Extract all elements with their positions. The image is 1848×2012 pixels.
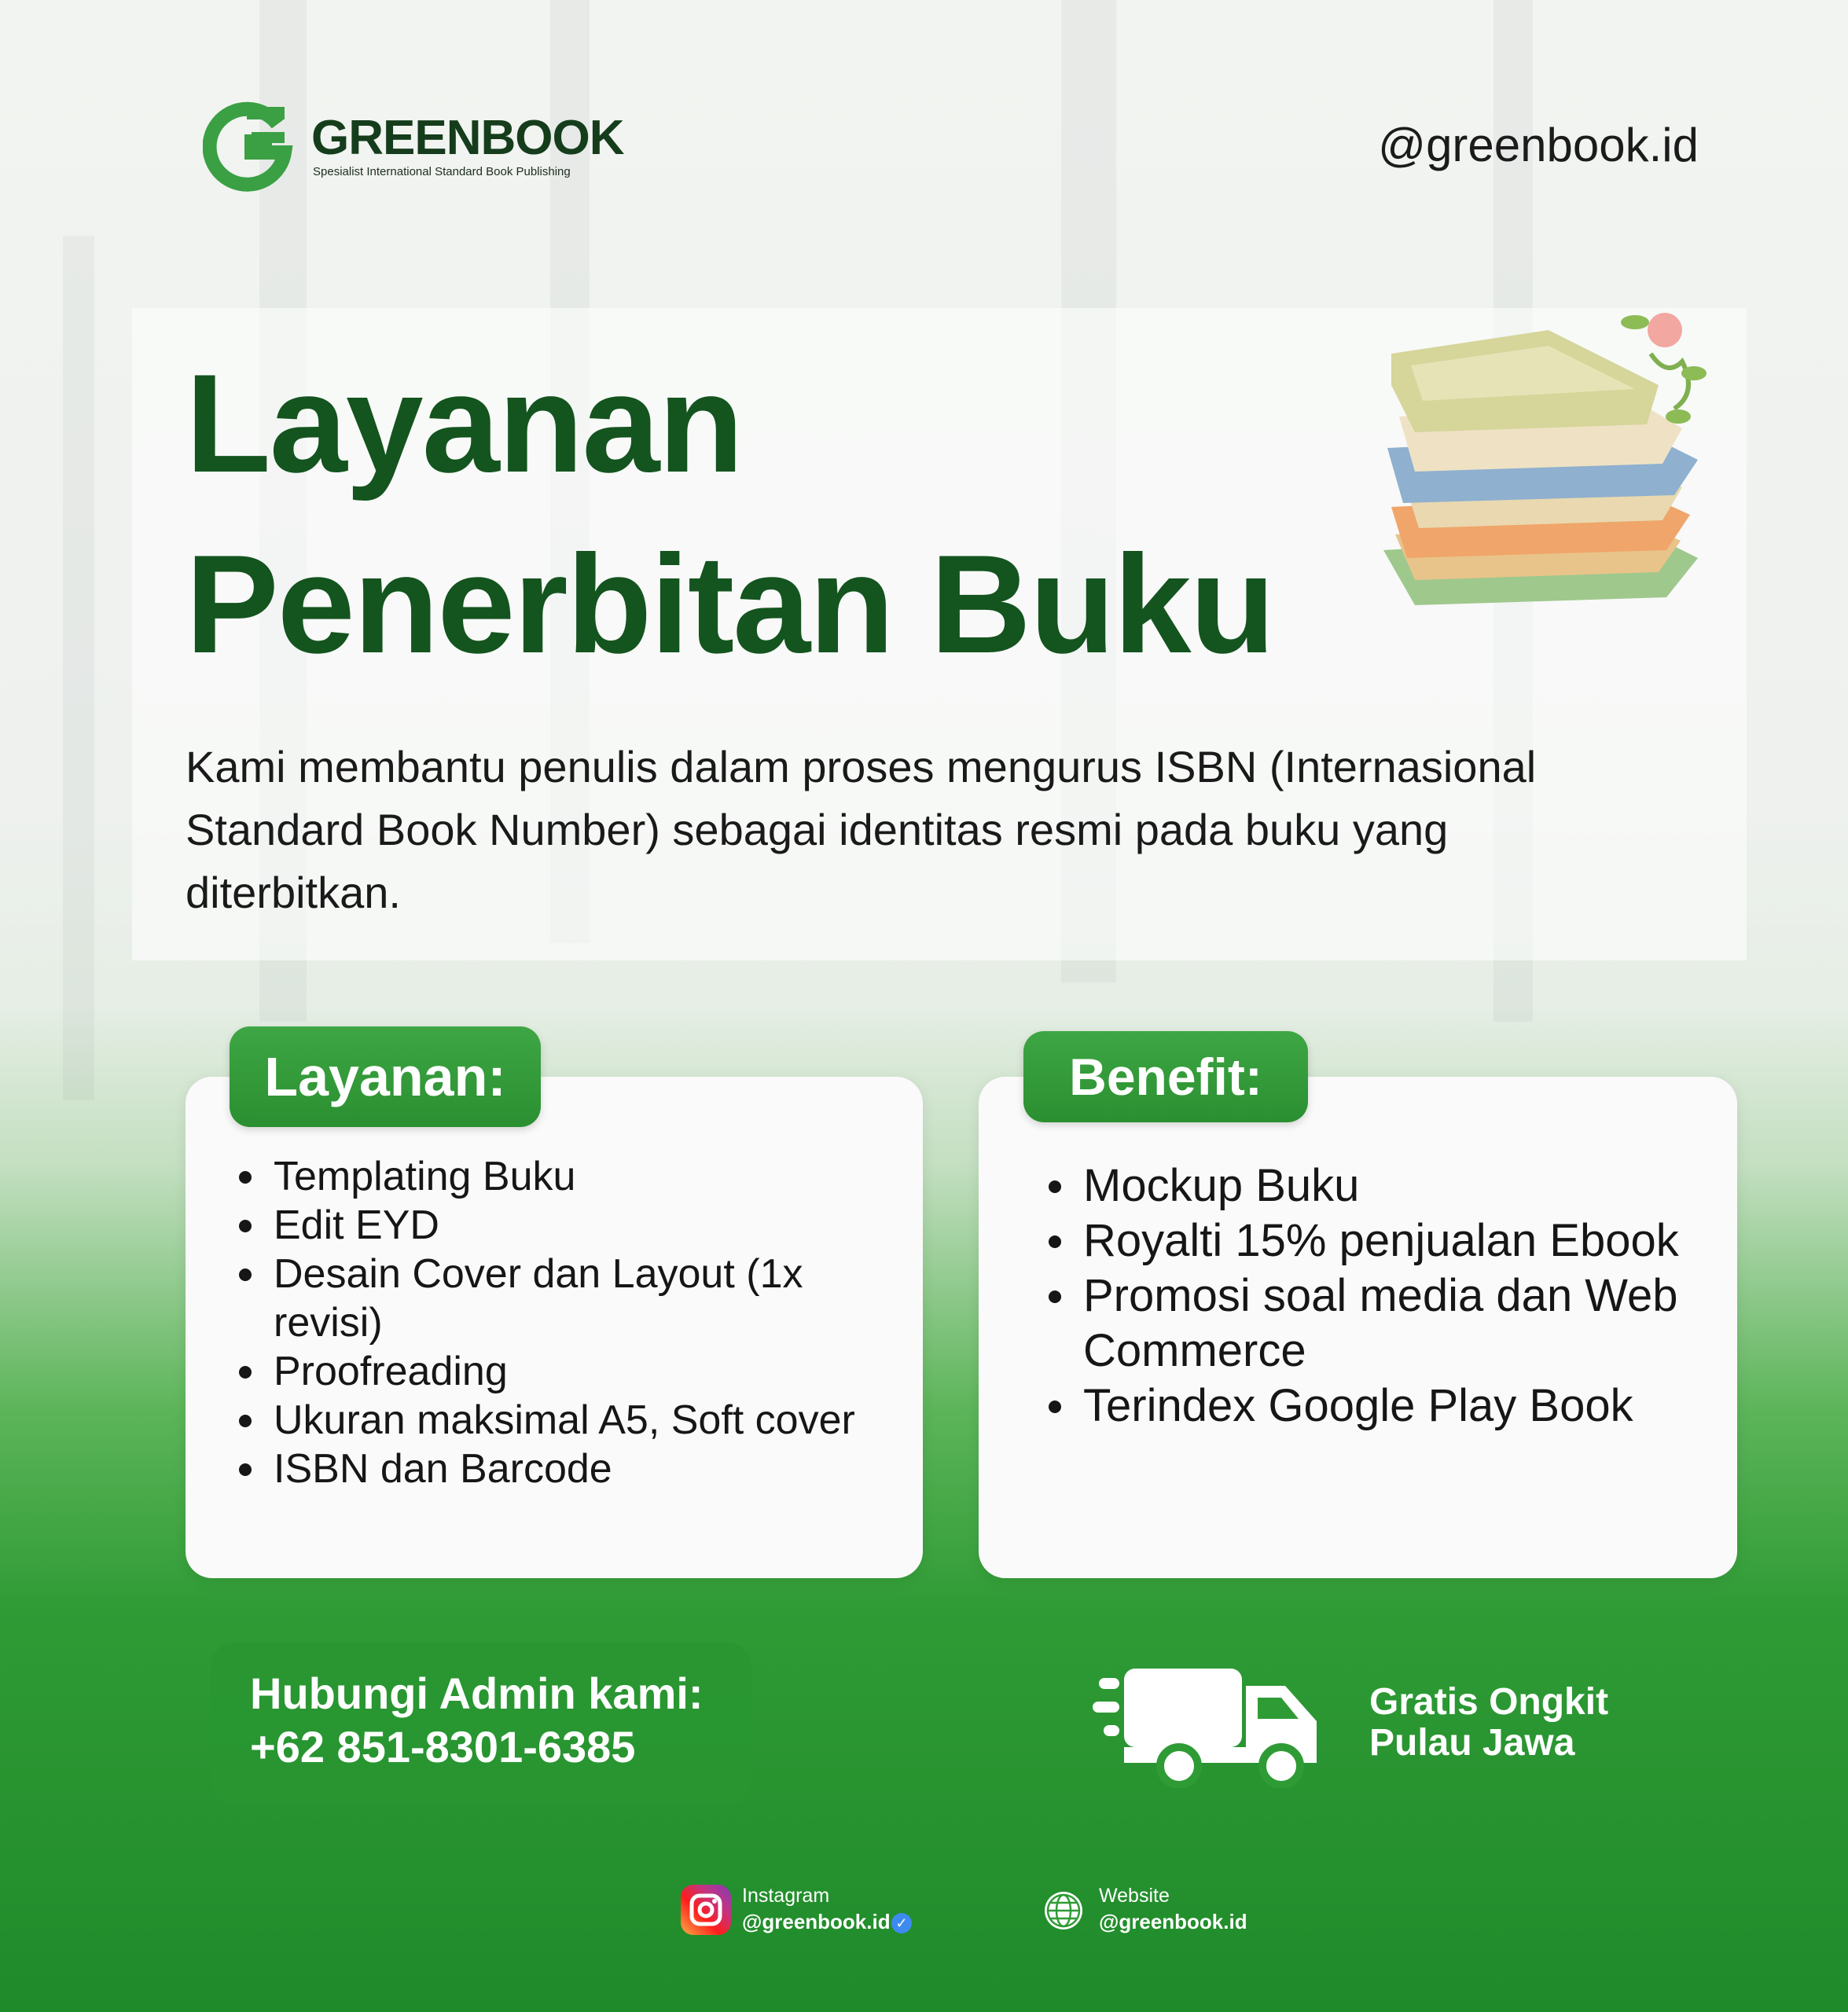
- instagram-label: Instagram: [742, 1885, 830, 1907]
- background-shelf: [63, 236, 94, 1100]
- list-item: ISBN dan Barcode: [236, 1445, 896, 1493]
- brand-name: GREENBOOK: [311, 111, 624, 165]
- contact-phone[interactable]: +62 851-8301-6385: [250, 1722, 636, 1772]
- title-line-1: Layanan: [186, 345, 743, 501]
- intro-text: Kami membantu penulis dalam proses mengurus ISBN (Internasional Standard Book Number) sebagai identitas resmi pada buku yang diterbitkan.: [186, 742, 1537, 917]
- social-handle: @greenbook.id: [1378, 119, 1699, 171]
- shipping-line-1: Gratis Ongkit: [1369, 1681, 1609, 1723]
- list-item: Terindex Google Play Book: [1045, 1379, 1721, 1434]
- book-stack-illustration: [1368, 299, 1737, 613]
- benefits-list: [1045, 1158, 1721, 1434]
- delivery-truck-icon: [1093, 1662, 1328, 1788]
- brand-tagline: Spesialist International Standard Book Publishing: [313, 165, 571, 178]
- list-item: Royalti 15% penjualan Ebook: [1045, 1213, 1721, 1269]
- list-item: Proofreading: [236, 1347, 896, 1396]
- list-item: Edit EYD: [236, 1201, 896, 1250]
- instagram-handle[interactable]: @greenbook.id: [742, 1910, 891, 1933]
- benefits-heading: Benefit:: [1023, 1031, 1308, 1122]
- title-line-2: Penerbitan Buku: [186, 526, 1274, 682]
- shipping-line-2: Pulau Jawa: [1369, 1722, 1575, 1764]
- globe-icon[interactable]: [1042, 1889, 1085, 1932]
- website-handle[interactable]: @greenbook.id: [1099, 1910, 1247, 1933]
- list-item: Promosi soal media dan Web Commerce: [1045, 1269, 1721, 1379]
- contact-label: Hubungi Admin kami:: [250, 1669, 704, 1718]
- services-list: [236, 1152, 896, 1493]
- list-item: Mockup Buku: [1045, 1158, 1721, 1213]
- list-item: Ukuran maksimal A5, Soft cover: [236, 1396, 896, 1445]
- greenbook-logo-icon: [203, 101, 297, 195]
- list-item: Templating Buku: [236, 1152, 896, 1201]
- services-heading: Layanan:: [230, 1026, 541, 1127]
- list-item: Desain Cover dan Layout (1x revisi): [236, 1250, 896, 1347]
- instagram-icon[interactable]: [681, 1885, 731, 1935]
- website-label: Website: [1099, 1885, 1170, 1907]
- verified-badge-icon: ✓: [891, 1913, 912, 1933]
